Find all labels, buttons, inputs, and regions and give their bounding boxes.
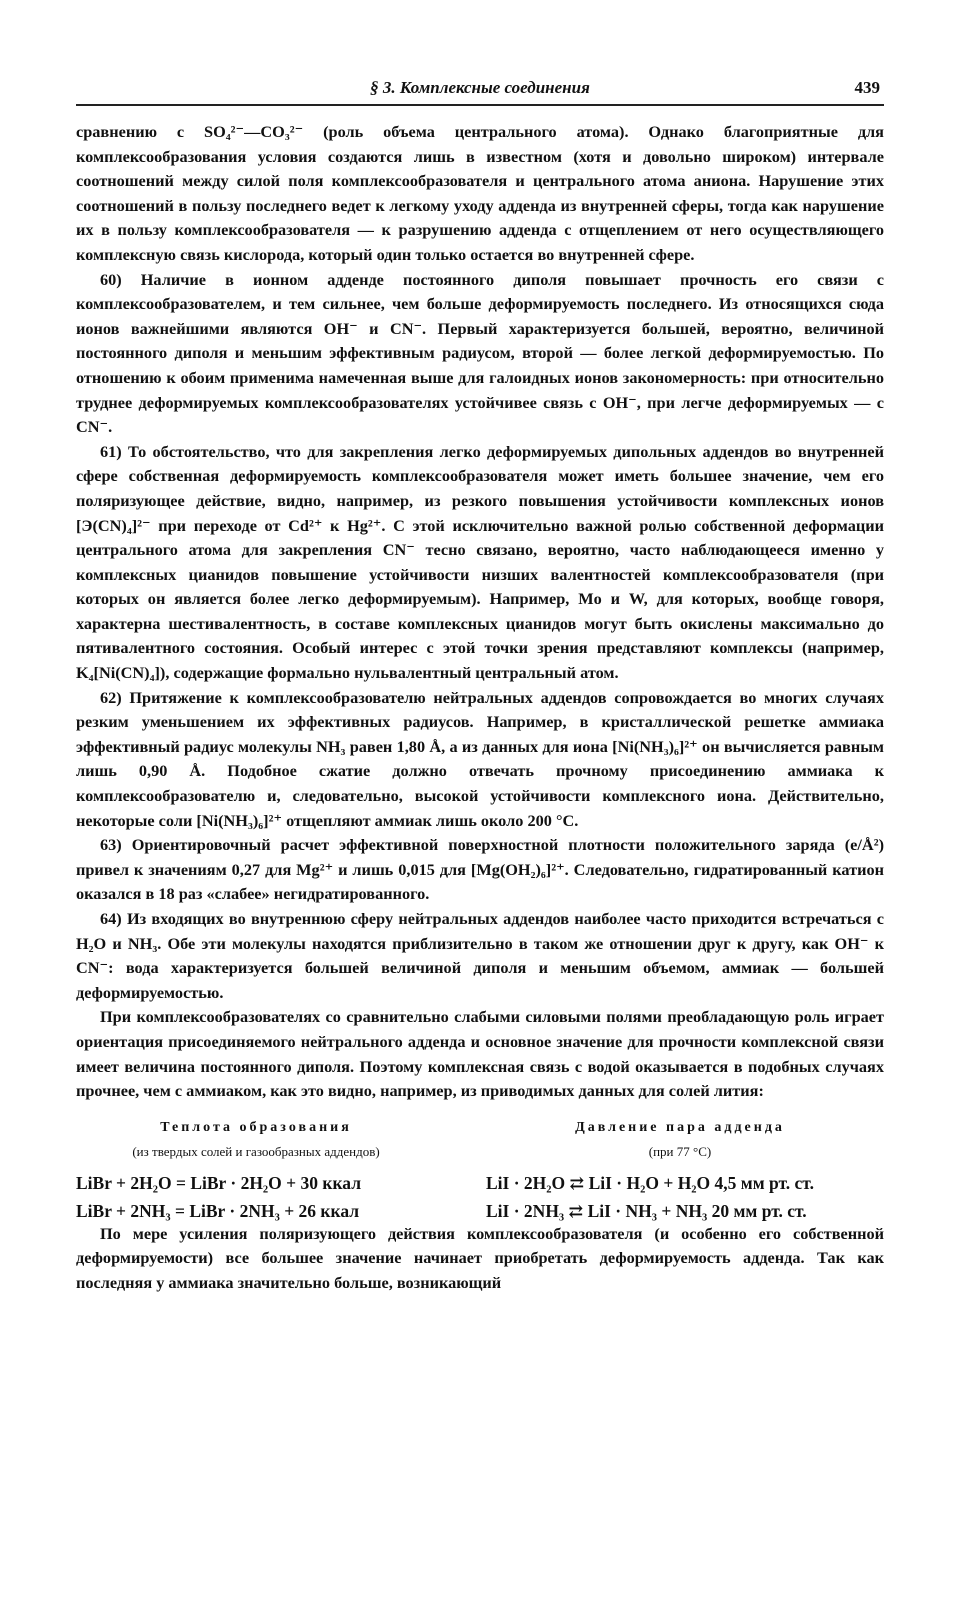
- paragraph-60: 60) Наличие в ионном адденде постоянного диполя повышает прочность его связи с комплексообразователем, и тем сильнее, чем больше деформируемость последнего. Из относящихся сюда ионов важнейшими являются OH⁻ и CN⁻. Первый характеризуется большей, вероятно, величиной постоянного диполя и меньшим эффективным радиусом, второй — более легкой деформируемостью. По отношению к обоим применима намеченная выше для галоидных ионов закономерность: при относительно труднее деформируемых комплексообразователях устойчивее связь с OH⁻, при легче деформируемых — с CN⁻.: [76, 269, 884, 437]
- heat-row-ammonia: LiBr + 2NH₃ = LiBr · 2NH₃ + 26 ккал: [76, 1200, 360, 1221]
- heat-heading: Теплота образования: [160, 1119, 352, 1135]
- paragraph-63: 63) Ориентировочный расчет эффективной поверхностной плотности положительного заряда (e/Å²) привел к значениям 0,27 для Mg²⁺ и лишь 0,015 для [Mg(OH₂)₆]²⁺. Следовательно, гидратированный катион оказался в 18 раз «слабее» негидратированного.: [76, 835, 884, 904]
- pressure-row-water: LiI · 2H₂O ⇄ LiI · H₂O + H₂O 4,5 мм рт. ст.: [486, 1172, 814, 1193]
- heat-of-formation-column: [76, 1116, 436, 1225]
- paragraph-62: 62) Притяжение к комплексообразователю нейтральных аддендов сопровождается во многих случаях резким уменьшением их эффективных радиусов. Например, в кристаллической решетке аммиака эффективный радиус молекулы NH₃ равен 1,80 Å, а из данных для иона [Ni(NH₃)₆]²⁺ он вычисляется равным лишь 0,90 Å. Подобное сжатие должно отвечать прочному присоединению аммиака к комплексообразователю и, следовательно, высокой устойчивости комплексного иона. Действительно, некоторые соли [Ni(NH₃)₆]²⁺ отщепляют аммиак лишь около 200 °C.: [76, 687, 884, 830]
- vapor-pressure-column: [476, 1116, 884, 1225]
- heat-subheading: (из твердых солей и газообразных аддендов): [132, 1144, 380, 1160]
- lithium-salts-table: [76, 1116, 884, 1221]
- pressure-row-ammonia: LiI · 2NH₃ ⇄ LiI · NH₃ + NH₃ 20 мм рт. ст.: [486, 1200, 807, 1221]
- paragraph-lithium: При комплексообразователях со сравнительно слабыми силовыми полями преобладающую роль играет ориентация присоединяемого нейтрального аддендa и основное значение для прочности комплексной связи имеет величина постоянного диполя. Поэтому комплексная связь с водой оказывается в подобных случаях прочнее, чем с аммиаком, как это видно, например, из приводимых данных для солей лития:: [76, 1007, 884, 1101]
- pressure-subheading: (при 77 °C): [648, 1144, 712, 1160]
- paragraph-final: По мере усиления поляризующего действия комплексообразователя (и особенно его собственной деформируемости) все большее значение начинает приобретать деформируемость аддендa. Так как последняя у аммиака значительно больше, возникающий: [76, 1223, 884, 1292]
- page-number: 439: [854, 78, 880, 97]
- section-title: § 3. Комплексные соединения: [370, 78, 590, 97]
- paragraph-continuation: сравнению с SO₄²⁻—CO₃²⁻ (роль объема центрального атома). Однако благоприятные для комплексообразования условия создаются лишь в известном (хотя и довольно широком) интервале соотношений между силой поля комплексообразователя и центрального атома аниона. Нарушение этих соотношений в пользу последнего ведет к легкому уходу аддендa из внутренней сферы, тогда как нарушение их в пользу комплексообразователя — к разрушению аддендa с отщеплением от него осуществляющего комплексную связь кислорода, который один только остается во внутренней сфере.: [76, 122, 884, 264]
- pressure-heading: Давление пара адденда: [575, 1119, 785, 1135]
- book-page: [76, 74, 884, 1296]
- paragraph-64: 64) Из входящих во внутреннюю сферу нейтральных аддендов наиболее часто приходится встречаться с H₂O и NH₃. Обе эти молекулы находятся приблизительно в таком же отношении друг к другу, как OH⁻ к CN⁻: вода характеризуется большей величиной диполя и меньшим объемом, аммиак — большей деформируемостью.: [76, 909, 884, 1002]
- paragraph-61: 61) То обстоятельство, что для закрепления легко деформируемых дипольных аддендов во внутренней сфере собственная деформируемость комплексообразователя может иметь большее значение, чем его поляризующее действие, видно, например, из резкого повышения устойчивости комплексных ионов [Э(CN)₄]²⁻ при переходе от Cd²⁺ к Hg²⁺. С этой исключительно важной ролью собственной деформации центрального атома для закрепления CN⁻ тесно связано, вероятно, часто наблюдающееся именно у комплексных цианидов повышение устойчивости низших валентностей комплексообразователя (при которых он является более легко деформируемым). Например, Mo и W, для которых, вообще говоря, характерна шестивалентность, в составе комплексных цианидов могут быть окислены максимально до пятивалентного состояния. Особый интерес с этой точки зрения представляют комплексы (например, K₄[Ni(CN)₄]), содержащие формально нульвалентный центральный атом.: [76, 441, 884, 683]
- heat-row-water: LiBr + 2H₂O = LiBr · 2H₂O + 30 ккал: [76, 1172, 362, 1193]
- running-header: [76, 74, 884, 106]
- body-text: [76, 120, 884, 1296]
